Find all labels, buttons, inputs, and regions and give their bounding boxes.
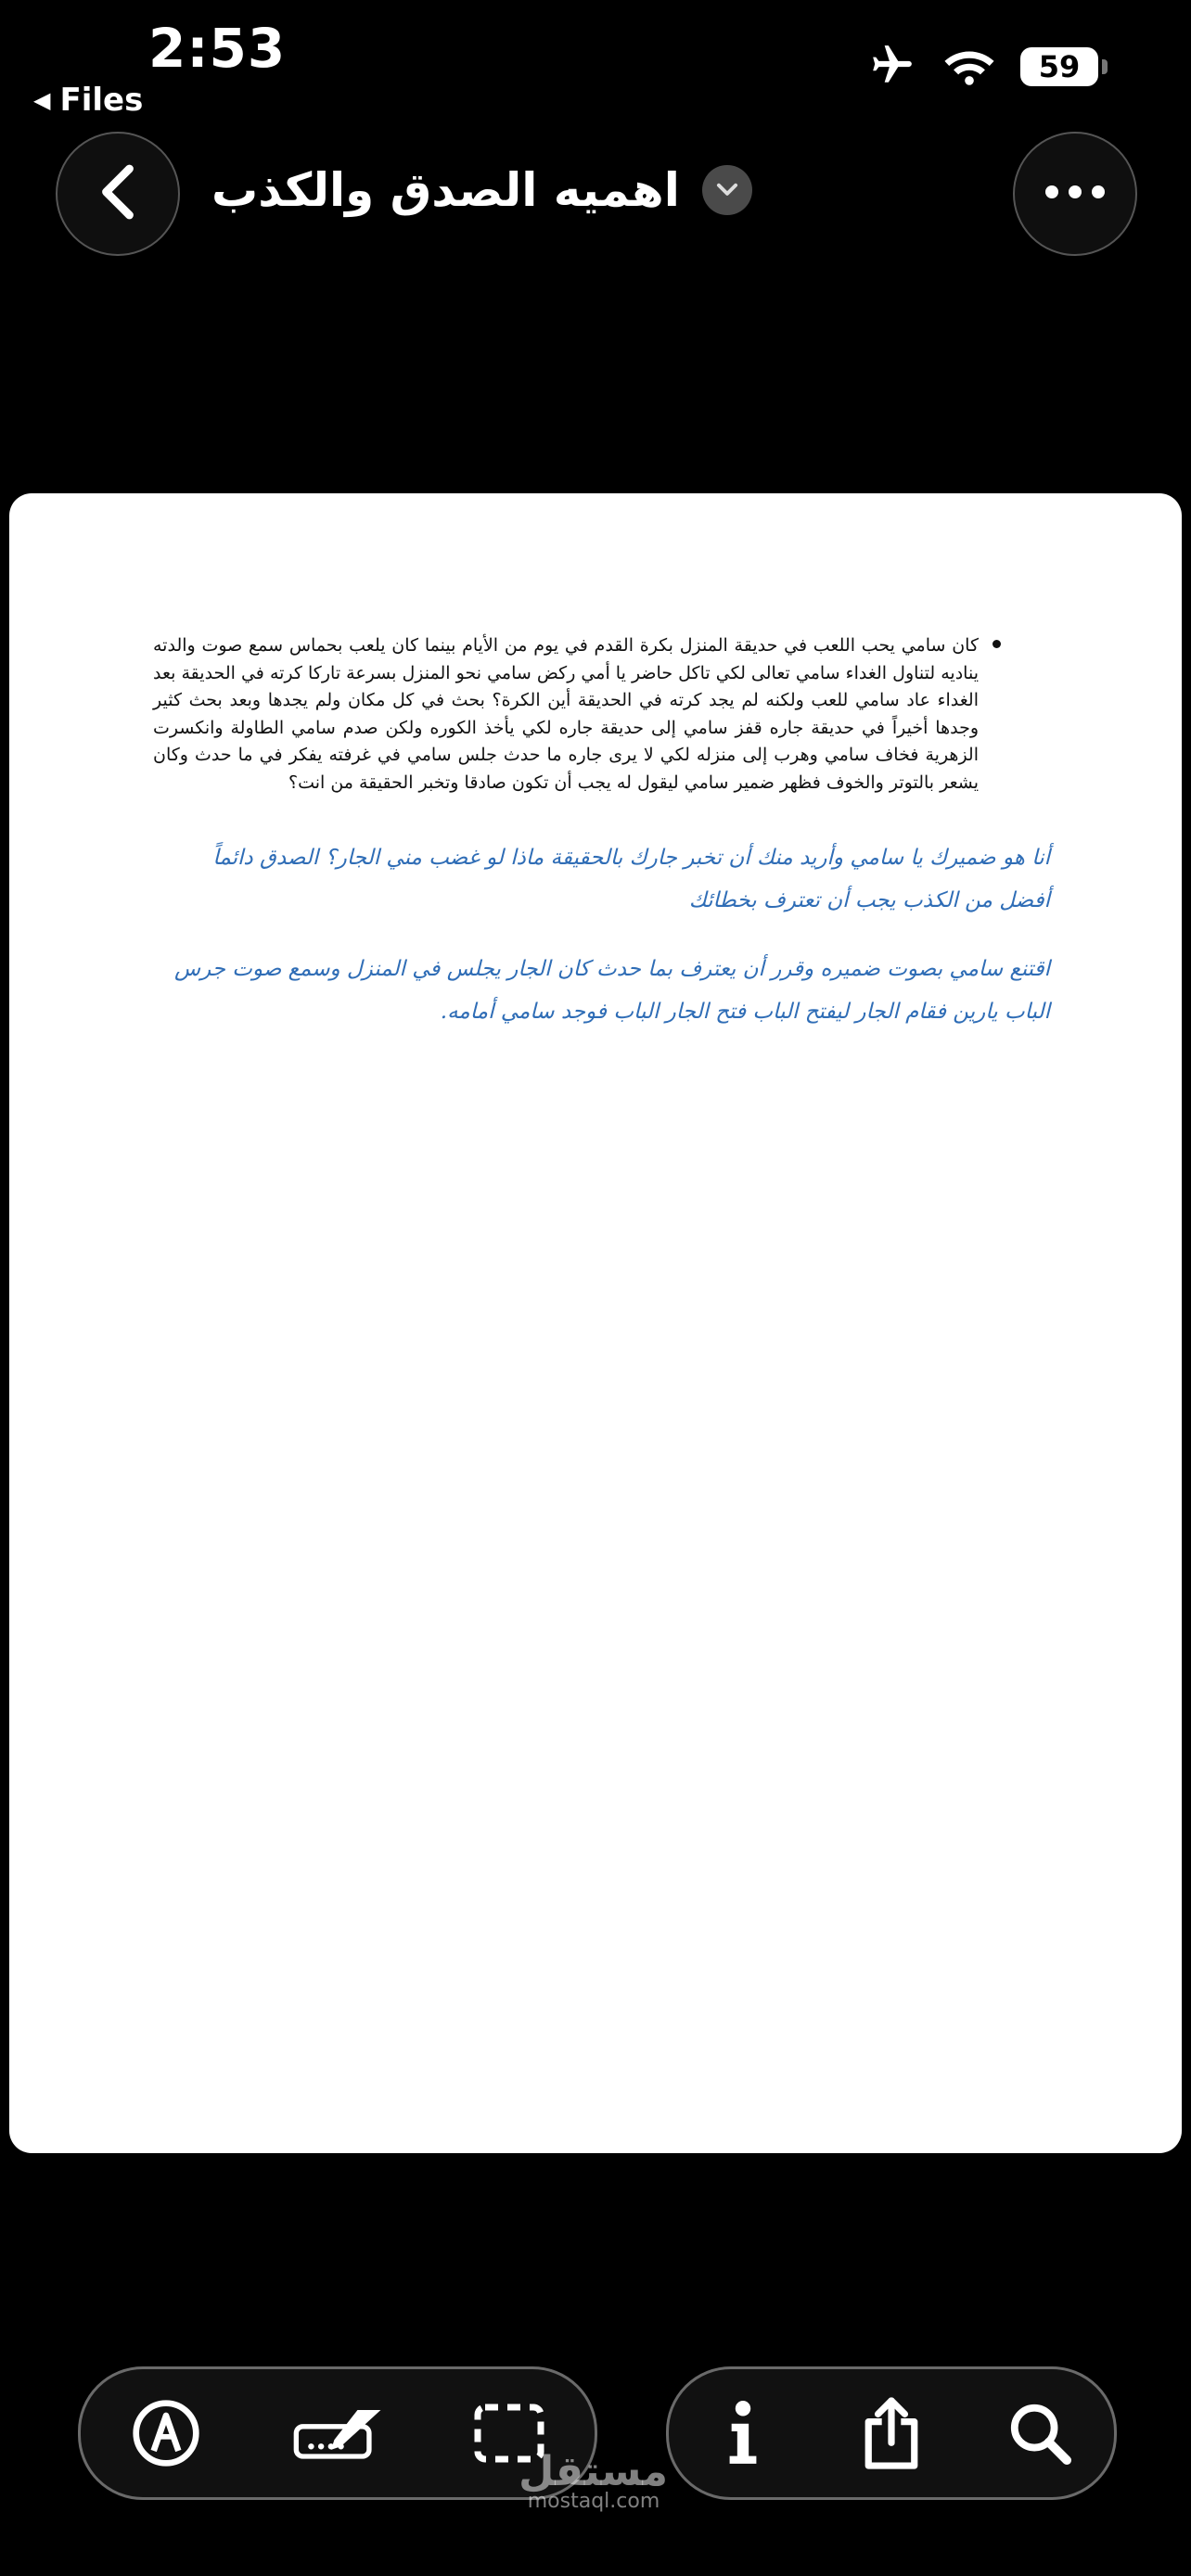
status-icons — [866, 42, 1098, 92]
status-time: 2:53 — [148, 17, 287, 80]
battery-icon — [1020, 47, 1098, 86]
bullet-icon — [992, 640, 1001, 648]
signature-icon[interactable] — [291, 2387, 384, 2480]
handwritten-note-1: أنا هو ضميرك يا سامي وأريد منك أن تخبر جارك بالحقيقة ماذا لو غضب مني الجار؟ الصدق دائماً أفضل من الكذب يجب أن تعترف بخطائك — [212, 846, 1050, 912]
airplane-icon — [866, 42, 918, 92]
chevron-left-icon — [95, 164, 141, 223]
battery-level: 59 — [1038, 49, 1081, 84]
ellipsis-icon — [1043, 183, 1108, 205]
story-paragraph: كان سامي يحب اللعب في حديقة المنزل بكرة القدم في يوم من الأيام بينما كان يلعب بحماس سمع صوت والدته يناديه لتناول الغداء سامي تعالى لكي تاكل حاضر يا أمي ركض سامي نحو المنزل بسرعة تاركا كرته في الحديقة بعد الغداء عاد سامي للعب ولكنه لم يجد كرته في الحديقة أين الكرة؟ بحث في كل مكان ولم يجدها وبعد بحث كثير وجدها أخيراً في حديقة جاره قفز سامي إلى حديقة جاره لكي يأخذ الكوره ولكن صدم سامي الطاولة وانكسرت الزهرية فخاف سامي وهرب إلى منزله لكي لا يرى جاره ما حدث جلس سامي في غرفته يفكر في ما حدث وكان يشعر بالتوتر والخوف فظهر ضمير سامي ليقول له يجب أن تكون صادقا وتخبر الحقيقة من انت؟ — [153, 635, 979, 793]
back-app-label: Files — [59, 82, 144, 119]
share-icon[interactable] — [845, 2387, 938, 2480]
document-title: اهميه الصدق والكذب — [211, 163, 680, 217]
watermark-arabic: مستقل — [519, 2448, 668, 2495]
watermark — [519, 2448, 668, 2513]
document-title-menu[interactable] — [211, 148, 752, 232]
back-to-files-link[interactable] — [33, 82, 143, 119]
more-button[interactable] — [1013, 132, 1137, 256]
action-toolbar — [666, 2366, 1117, 2500]
chevron-down-icon[interactable] — [702, 165, 752, 215]
markup-icon[interactable] — [120, 2387, 212, 2480]
info-icon[interactable] — [697, 2387, 789, 2480]
back-button[interactable] — [56, 132, 180, 256]
watermark-latin: mostaql.com — [527, 2490, 660, 2513]
back-triangle-icon: ◀ — [33, 87, 51, 113]
search-icon[interactable] — [993, 2387, 1086, 2480]
handwritten-note-2: اقتنع سامي بصوت ضميره وقرر أن يعترف بما حدث كان الجار يجلس في المنزل وسمع صوت جرس الباب يارين فقام الجار ليفتح الباب فتح الجار الباب فوجد سامي أمامه. — [174, 957, 1050, 1024]
wifi-icon — [942, 45, 996, 89]
document-page[interactable] — [9, 493, 1182, 2153]
